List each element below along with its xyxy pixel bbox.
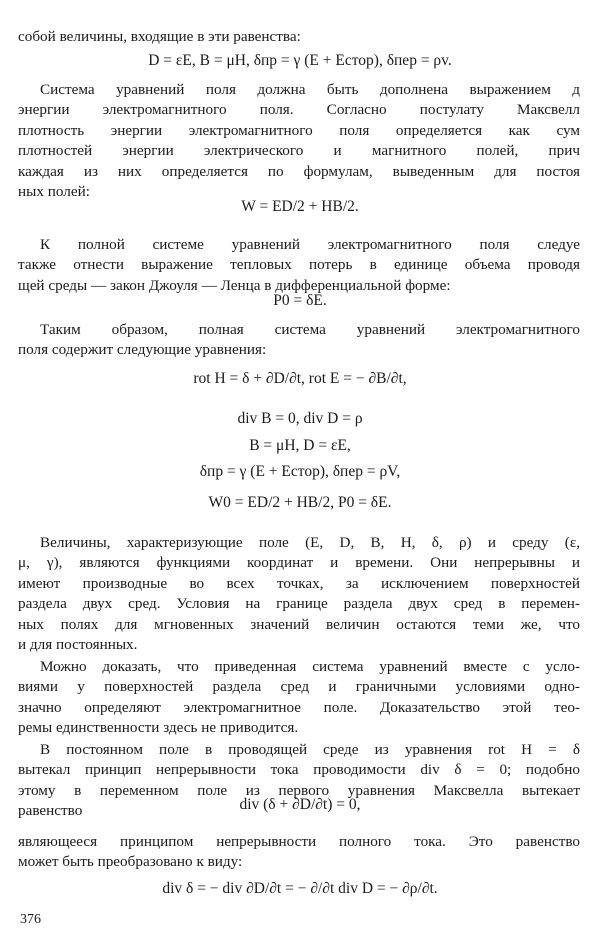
equation-10: div δ = − div ∂D/∂t = − ∂/∂t div D = − ∂ρ/∂t. xyxy=(162,880,438,897)
equation-9: div (δ + ∂D/∂t) = 0, xyxy=(239,796,361,813)
text-line-intro: собой величины, входящие в эти равенства: xyxy=(18,28,301,45)
equation-6: B = μH, D = εE, xyxy=(249,437,351,454)
page-number: 376 xyxy=(20,912,41,927)
paragraph-2: К полной системе уравнений электромагнитного поля следуе также отнести выражение тепловых потерь в единице объема проводя щей среды — закон Джоуля — Ленца в дифференциальной форме: xyxy=(18,236,580,294)
equation-8: W0 = ED/2 + HB/2, P0 = δE. xyxy=(208,494,392,511)
equation-1: D = εE, B = μH, δпр = γ (E + Eстор), δпер = ρv. xyxy=(148,52,452,69)
equation-4: rot H = δ + ∂D/∂t, rot E = − ∂B/∂t, xyxy=(193,370,407,387)
paragraph-7: являющееся принципом непрерывности полного тока. Это равенство может быть преобразовано к виду: xyxy=(18,833,580,871)
paragraph-4: Величины, характеризующие поле (E, D, B, H, δ, ρ) и среду (ε, μ, γ), являются функциями координат и времени. Они непрерывны и имеют производные во всех точках, за исключением поверхностей раздела двух сред. Условия на границе раздела двух сред в перемен- ных полях для мгновенных значений величин остаются теми же, что и для постоянных. xyxy=(18,534,580,654)
paragraph-5: Можно доказать, что приведенная система уравнений вместе с усло- виями у поверхностей раздела сред и граничными условиями одно- значно определяют электромагнитное поле. Доказательство этой тео- ремы единственности здесь не приводится. xyxy=(18,658,580,737)
equation-7: δпр = γ (E + Eстор), δпер = ρV, xyxy=(199,463,401,480)
equation-3: P0 = δE. xyxy=(273,292,327,309)
equation-5: div B = 0, div D = ρ xyxy=(237,410,363,427)
equation-2: W = ED/2 + HB/2. xyxy=(241,198,359,215)
paragraph-6: В постоянном поле в проводящей среде из уравнения rot H = δ вытекал принцип непрерывности тока проводимости div δ = 0; подобно этому в переменном поле из первого уравнения Максвелла вытекает равенство xyxy=(18,741,580,820)
paragraph-3: Таким образом, полная система уравнений электромагнитного поля содержит следующие уравнения: xyxy=(18,321,580,359)
paragraph-1: Система уравнений поля должна быть дополнена выражением д энергии электромагнитного поля. Согласно постулату Максвелл плотность энергии электромагнитного поля определяется как сум плотностей энергии электрического и магнитного полей, прич каждая из них определяется по формулам, выведенным для постоя ных полей: xyxy=(18,81,580,201)
